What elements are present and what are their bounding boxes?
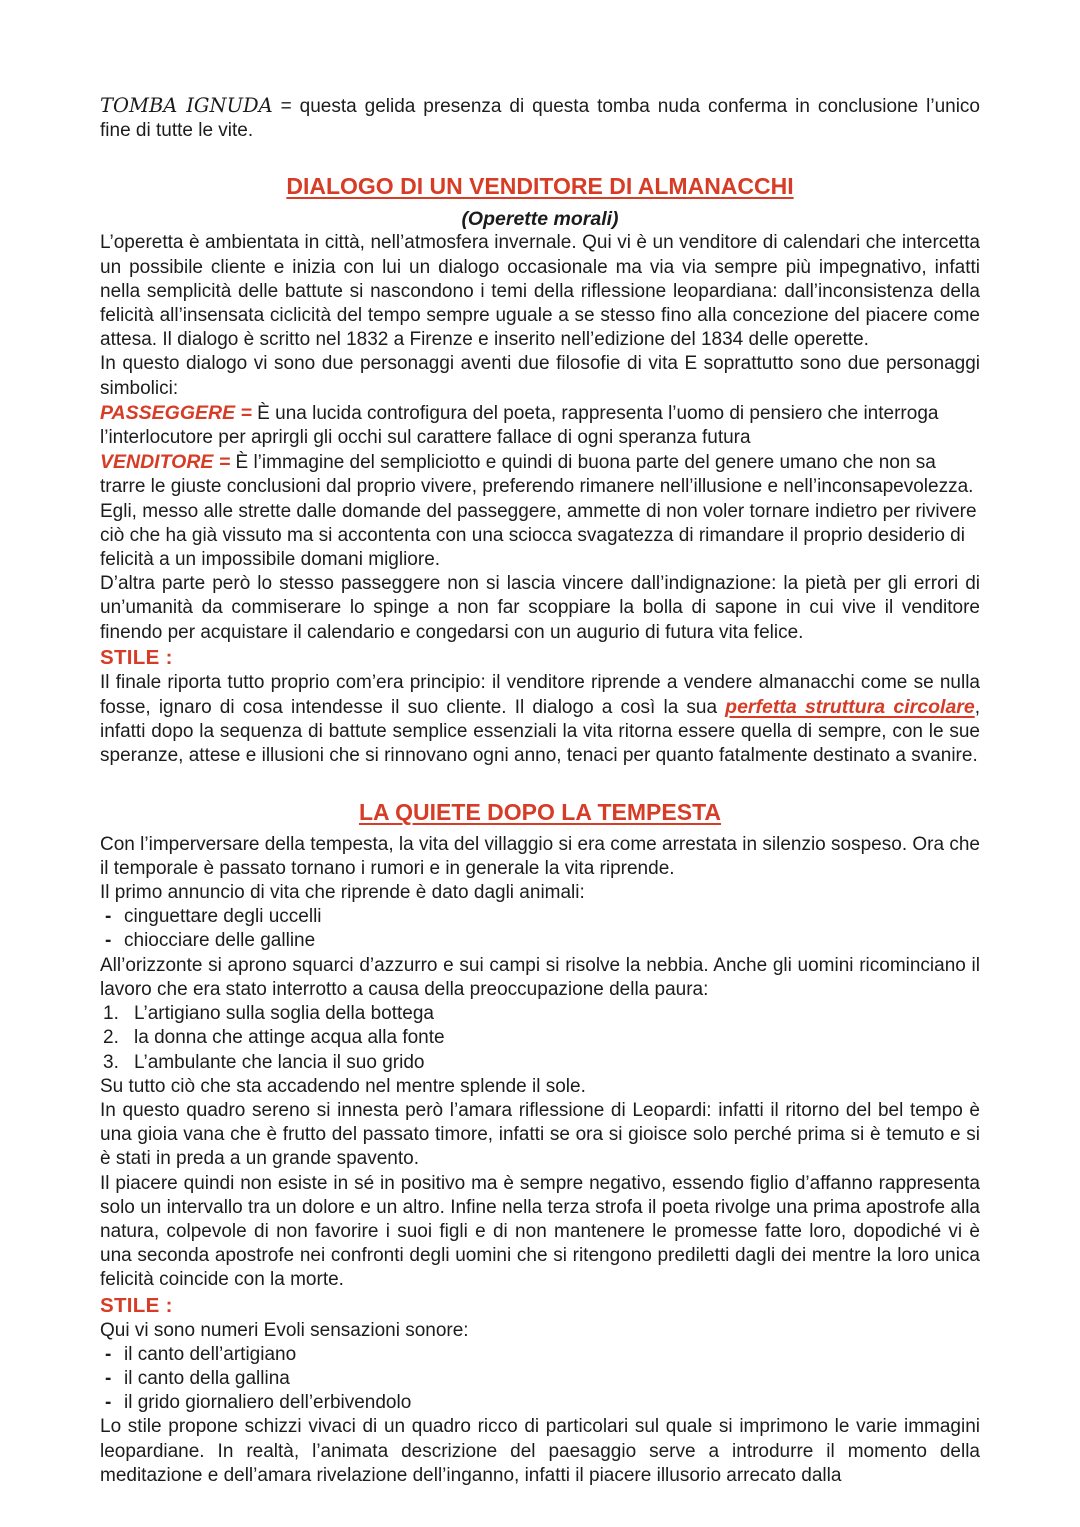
text-run: Su tutto ciò che sta accadendo nel mentre splende il sole. bbox=[100, 1075, 586, 1097]
dash-list-item bbox=[100, 905, 980, 929]
text-run: L’operetta è ambientata in città, nell’atmosfera invernale. Qui vi è un venditore di calendari che intercetta un possibile cliente e inizia con lui un dialogo occasionale ma via via sempre più impegnativo, infatti nella semplicità delle battute si nascondono i temi della riflessione leopardiana: dall’inconsistenza della felicità all’insensata ciclicità del tempo sempre uguale a se stesso fino alla concezione del piacere come attesa. Il dialogo è scritto nel 1832 a Firenze e inserito nell’edizione del 1834 delle operette. bbox=[100, 232, 980, 351]
numbered-list-item bbox=[100, 1051, 980, 1075]
paragraph bbox=[100, 231, 980, 352]
section-heading-text: LA QUIETE DOPO LA TEMPESTA bbox=[358, 798, 722, 825]
text-run: Il finale riporta tutto proprio com’era principio: il venditore riprende a vendere almanacchi come se nulla fosse, ignaro di cosa intendesse il suo cliente. Il dialogo a così la sua bbox=[100, 671, 980, 719]
dash-marker: - bbox=[105, 1392, 112, 1414]
text-run: In questo dialogo vi sono due personaggi aventi due filosofie di vita E soprattutto sono due personaggi simbolici: bbox=[100, 353, 980, 399]
dash-marker: - bbox=[105, 1343, 112, 1365]
text-run: All’orizzonte si aprono squarci d’azzurro e sui campi si risolve la nebbia. Anche gli uomini ricominciano il lavoro che era stato interrotto a causa della preoccupazione della paura: bbox=[100, 954, 980, 1000]
paragraph bbox=[100, 450, 980, 572]
text-run: = questa gelida presenza di questa tomba nuda conferma in conclusione l’unico fine di tutte le vite. bbox=[100, 96, 980, 142]
paragraph bbox=[100, 881, 980, 905]
spacer bbox=[100, 769, 980, 793]
paragraph bbox=[100, 1075, 980, 1099]
highlight-red-underlined: perfetta struttura circolare bbox=[725, 696, 975, 719]
list-item-text: chiocciare delle galline bbox=[124, 930, 316, 952]
keyword-red: VENDITORE = bbox=[100, 451, 231, 474]
text-run: Il piacere quindi non esiste in sé in positivo ma è sempre negativo, essendo figlio d’affanno rappresenta solo un intervallo tra un dolore e un altro. Infine nella terza strofa il poeta rivolge una prima apostrofe alla natura, colpevole di non favorire i suoi figli e di non mantenere le promesse fatte loro, dopodiché vi è una seconda apostrofe nei confronti degli uomini che si ritengono prediletti dagli dei mentre la loro unica felicità coincide con la morte. bbox=[100, 1172, 980, 1291]
numbered-list-item bbox=[100, 1026, 980, 1050]
number-marker: 3. bbox=[103, 1051, 119, 1073]
section-subtitle: (Operette morali) bbox=[461, 208, 619, 231]
dash-list-item bbox=[100, 1367, 980, 1391]
section-heading bbox=[100, 797, 980, 831]
paragraph bbox=[100, 572, 980, 645]
paragraph bbox=[100, 1172, 980, 1293]
paragraph bbox=[100, 1319, 980, 1343]
dash-marker: - bbox=[105, 930, 112, 952]
dash-list-item bbox=[100, 1343, 980, 1367]
paragraph bbox=[100, 94, 980, 143]
text-run: Lo stile propone schizzi vivaci di un quadro ricco di particolari sul quale si imprimono le varie immagini leopardiane. In realtà, l’animata descrizione del paesaggio serve a introdurre il momento della meditazione e dell’amara rivelazione dell’inganno, infatti il piacere illusorio arrecato dalla bbox=[100, 1416, 980, 1486]
numbered-list-item bbox=[100, 1002, 980, 1026]
text-run: È l’immagine del sempliciotto e quindi di buona parte del genere umano che non sa trarre le giuste conclusioni dal proprio vivere, preferendo rimanere nell’illusione e nell’inconsapevolezza. Egli, messo alle strette dalle domande del passeggere, ammette di non voler tornare indietro per rivivere ciò che ha già vissuto ma si accontenta con una sciocca svagatezza di rimandare il proprio desiderio di felicità a un impossibile domani migliore. bbox=[100, 452, 977, 571]
dash-list-item bbox=[100, 929, 980, 953]
number-marker: 1. bbox=[103, 1003, 119, 1025]
dash-marker: - bbox=[105, 1367, 112, 1389]
section-heading-text: DIALOGO DI UN VENDITORE DI ALMANACCHI bbox=[286, 173, 794, 200]
paragraph bbox=[100, 671, 980, 769]
list-item-text: la donna che attinge acqua alla fonte bbox=[134, 1027, 445, 1049]
keyword-red: PASSEGGERE = bbox=[100, 401, 252, 424]
text-run: , infatti dopo la sequenza di battute semplice essenziali la vita ritorna essere quella di sempre, con le sue speranze, attese e illusioni che si rinnovano ogni anno, tenaci per quanto fatalmente destinato a svanire. bbox=[100, 697, 980, 767]
list-item-text: L’ambulante che lancia il suo grido bbox=[134, 1051, 425, 1073]
list-item-text: L’artigiano sulla soglia della bottega bbox=[134, 1003, 434, 1025]
paragraph bbox=[100, 401, 980, 450]
dash-marker: - bbox=[105, 906, 112, 928]
text-run: Con l’imperversare della tempesta, la vita del villaggio si era come arrestata in silenzio sospeso. Ora che il temporale è passato tornano i rumori e in generale la vita riprende. bbox=[100, 833, 980, 879]
text-run: In questo quadro sereno si innesta però l’amara riflessione di Leopardi: infatti il ritorno del bel tempo è una gioia vana che è frutto del passato timore, infatti se ora si gioisce solo perché prima si è temuto e si è stati in preda a un grande spavento. bbox=[100, 1099, 980, 1170]
style-label: STILE : bbox=[100, 645, 173, 669]
paragraph bbox=[100, 954, 980, 1002]
list-item-text: cinguettare degli uccelli bbox=[124, 906, 322, 928]
style-label: STILE : bbox=[100, 1293, 173, 1317]
number-marker: 2. bbox=[103, 1027, 119, 1049]
dash-list-item bbox=[100, 1391, 980, 1415]
text-run: D’altra parte però lo stesso passeggere non si lascia vincere dall’indignazione: la pietà per gli errori di un’umanità da commiserare lo spinge a non far scoppiare la bolla di sapone in cui vive il venditore finendo per acquistare il calendario e congedarsi con un augurio di futura vita felice. bbox=[100, 573, 980, 643]
paragraph bbox=[100, 1099, 980, 1172]
text-run: Il primo annuncio di vita che riprende è dato dagli animali: bbox=[100, 882, 585, 904]
list-item-text: il grido giornaliero dell’erbivendolo bbox=[124, 1392, 412, 1414]
paragraph bbox=[100, 1415, 980, 1488]
text-run: Qui vi sono numeri Evoli sensazioni sonore: bbox=[100, 1319, 469, 1341]
spacer bbox=[100, 143, 980, 167]
section-heading bbox=[100, 171, 980, 205]
text-run: È una lucida controfigura del poeta, rappresenta l’uomo di pensiero che interroga l’interlocutore per aprirgli gli occhi sul carattere fallace di ogni speranza futura bbox=[100, 402, 939, 449]
list-item-text: il canto della gallina bbox=[124, 1367, 290, 1389]
paragraph bbox=[100, 833, 980, 881]
paragraph bbox=[100, 352, 980, 400]
list-item-text: il canto dell’artigiano bbox=[124, 1343, 297, 1365]
term-italic-serif: TOMBA IGNUDA bbox=[100, 94, 273, 117]
